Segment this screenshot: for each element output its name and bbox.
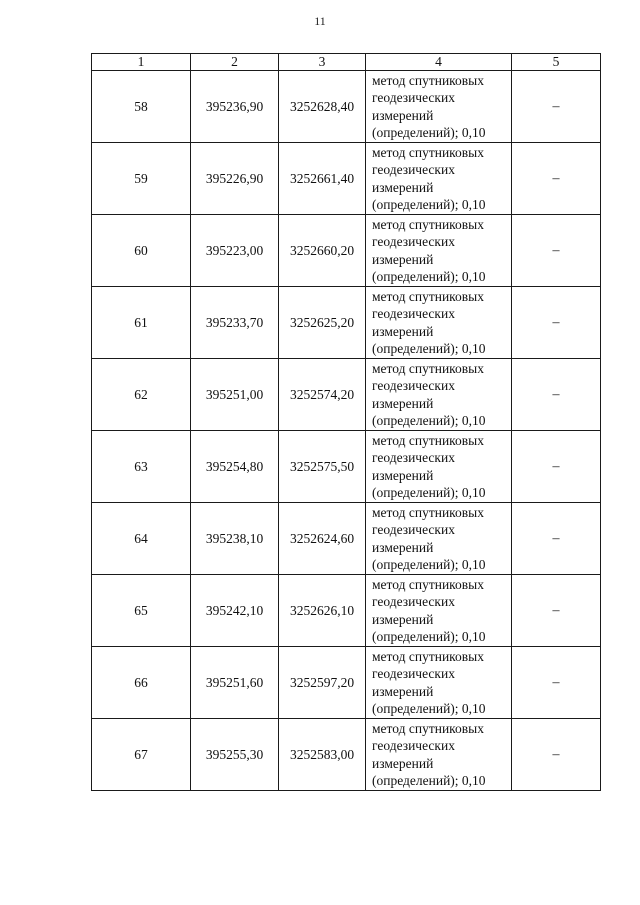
table-row [92,143,601,215]
y-coordinate-cell: 3252575,50 [279,431,366,503]
method-text-line: геодезических [372,450,455,465]
method-text-line: геодезических [372,90,455,105]
method-cell [366,719,512,791]
y-coordinate-cell: 3252661,40 [279,143,366,215]
column-5-cell: – [512,287,601,359]
x-coordinate-cell: 395251,00 [191,359,279,431]
method-text-line: геодезических [372,306,455,321]
page-number: 11 [314,14,326,28]
x-coordinate-cell: 395255,30 [191,719,279,791]
header-col-2: 2 [191,54,279,71]
method-text-line: измерений [372,251,434,267]
method-text-line: геодезических [372,162,455,177]
method-text-line: измерений [372,107,434,123]
method-text-line: измерений [372,179,434,195]
x-coordinate-cell: 395254,80 [191,431,279,503]
table-row [92,71,601,143]
x-coordinate-cell: 395238,10 [191,503,279,575]
method-text-line: метод спутниковых [372,504,484,520]
method-text-line: метод спутниковых [372,288,484,304]
column-5-cell: – [512,719,601,791]
point-number-cell: 58 [92,71,191,143]
method-cell [366,215,512,287]
method-text-line: метод спутниковых [372,576,484,592]
method-text-line: измерений [372,611,434,627]
column-5-cell: – [512,143,601,215]
header-col-3: 3 [279,54,366,71]
point-number-cell: 67 [92,719,191,791]
method-cell [366,503,512,575]
method-text-line: (определений); 0,10 [372,773,486,788]
method-cell [366,143,512,215]
point-number-cell: 59 [92,143,191,215]
header-col-1: 1 [92,54,191,71]
method-text-line: геодезических [372,522,455,537]
point-number-cell: 63 [92,431,191,503]
method-text-line: (определений); 0,10 [372,701,486,716]
x-coordinate-cell: 395251,60 [191,647,279,719]
table-body [92,71,601,791]
y-coordinate-cell: 3252626,10 [279,575,366,647]
method-text-line: измерений [372,683,434,699]
table-row [92,431,601,503]
method-cell [366,287,512,359]
column-5-cell: – [512,647,601,719]
method-cell [366,359,512,431]
header-col-4: 4 [366,54,512,71]
method-text-line: геодезических [372,738,455,753]
table-row [92,503,601,575]
table-header-row [92,54,601,71]
method-text-line: (определений); 0,10 [372,557,486,572]
point-number-cell: 66 [92,647,191,719]
method-text-line: (определений); 0,10 [372,341,486,356]
column-5-cell: – [512,359,601,431]
table-row [92,647,601,719]
coordinates-table [91,53,601,791]
column-5-cell: – [512,71,601,143]
method-text-line: (определений); 0,10 [372,269,486,284]
column-5-cell: – [512,503,601,575]
y-coordinate-cell: 3252597,20 [279,647,366,719]
method-text-line: измерений [372,395,434,411]
method-text-line: измерений [372,323,434,339]
point-number-cell: 65 [92,575,191,647]
point-number-cell: 60 [92,215,191,287]
method-text-line: (определений); 0,10 [372,413,486,428]
method-text-line: (определений); 0,10 [372,629,486,644]
method-text-line: метод спутниковых [372,360,484,376]
method-text-line: (определений); 0,10 [372,485,486,500]
method-cell [366,431,512,503]
column-5-cell: – [512,575,601,647]
method-text-line: измерений [372,755,434,771]
method-text-line: измерений [372,467,434,483]
method-cell [366,647,512,719]
x-coordinate-cell: 395242,10 [191,575,279,647]
y-coordinate-cell: 3252574,20 [279,359,366,431]
column-5-cell: – [512,215,601,287]
x-coordinate-cell: 395233,70 [191,287,279,359]
y-coordinate-cell: 3252625,20 [279,287,366,359]
y-coordinate-cell: 3252628,40 [279,71,366,143]
point-number-cell: 64 [92,503,191,575]
method-text-line: измерений [372,539,434,555]
method-cell [366,575,512,647]
y-coordinate-cell: 3252660,20 [279,215,366,287]
method-text-line: геодезических [372,666,455,681]
y-coordinate-cell: 3252624,60 [279,503,366,575]
method-text-line: метод спутниковых [372,72,484,88]
method-cell [366,71,512,143]
table-row [92,287,601,359]
method-text-line: метод спутниковых [372,720,484,736]
x-coordinate-cell: 395236,90 [191,71,279,143]
table-row [92,575,601,647]
method-text-line: метод спутниковых [372,432,484,448]
table-row [92,215,601,287]
method-text-line: геодезических [372,378,455,393]
method-text-line: геодезических [372,234,455,249]
point-number-cell: 62 [92,359,191,431]
method-text-line: метод спутниковых [372,216,484,232]
y-coordinate-cell: 3252583,00 [279,719,366,791]
point-number-cell: 61 [92,287,191,359]
method-text-line: (определений); 0,10 [372,197,486,212]
method-text-line: метод спутниковых [372,144,484,160]
header-col-5: 5 [512,54,601,71]
column-5-cell: – [512,431,601,503]
table-row [92,719,601,791]
method-text-line: (определений); 0,10 [372,125,486,140]
table-row [92,359,601,431]
method-text-line: метод спутниковых [372,648,484,664]
method-text-line: геодезических [372,594,455,609]
x-coordinate-cell: 395223,00 [191,215,279,287]
x-coordinate-cell: 395226,90 [191,143,279,215]
